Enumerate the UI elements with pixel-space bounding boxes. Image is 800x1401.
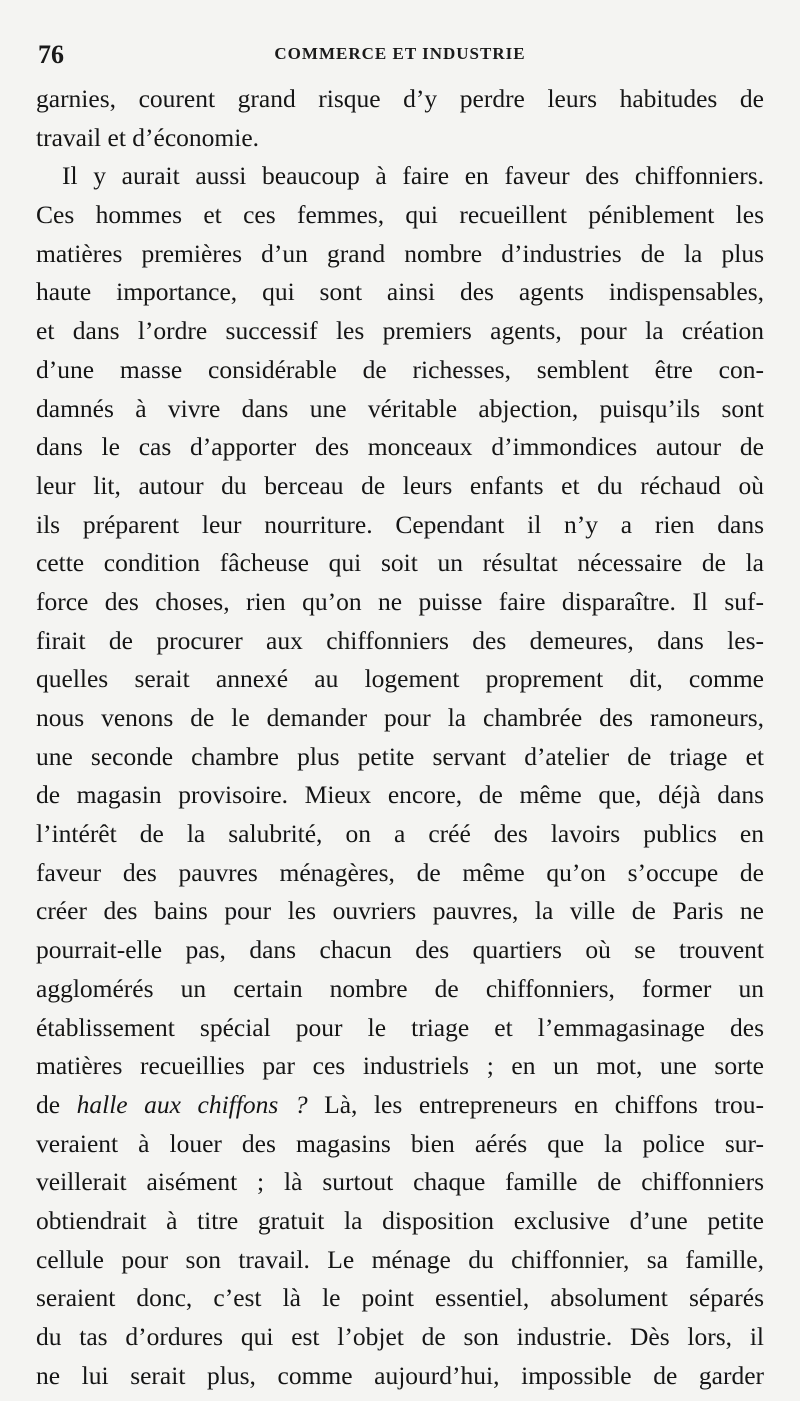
text-line: pourrait-elle pas, dans chacun des quartiers où se trouvent (36, 935, 764, 965)
text-line: damnés à vivre dans une véritable abjection, puisqu’ils sont (36, 393, 764, 423)
text-line: dans le cas d’apporter des monceaux d’immondices autour de (36, 432, 764, 462)
text-line: matières recueillies par ces industriels ; en un mot, une sorte (36, 1051, 764, 1081)
text-line: nous venons de le demander pour la chambrée des ramoneurs, (36, 703, 764, 732)
text-line: du tas d’ordures qui est l’objet de son industrie. Dès lors, il (36, 1322, 764, 1351)
text-line: garnies, courent grand risque d’y perdre leurs habitudes de (36, 84, 764, 113)
text-line: de magasin provisoire. Mieux encore, de même que, déjà dans (36, 780, 764, 810)
text-line: seraient donc, c’est là le point essentiel, absolument séparés (36, 1283, 764, 1313)
text-line: obtiendrait à titre gratuit la disposition exclusive d’une petite (36, 1205, 764, 1235)
text-line: firait de procurer aux chiffonniers des demeures, dans les- (36, 625, 764, 655)
italic-phrase: halle aux chiffons ? (76, 1089, 308, 1119)
text-line: ils préparent leur nourriture. Cependant il n’y a rien dans (36, 509, 764, 539)
text-line: haute importance, qui sont ainsi des agents indispensables, (36, 277, 764, 307)
text-line: ne lui serait plus, comme aujourd’hui, impossible de garder (36, 1360, 764, 1390)
text-line-with-italic (36, 1086, 764, 1125)
text-line: quelles serait annexé au logement proprement dit, comme (36, 664, 764, 694)
text-line: et dans l’ordre successif les premiers agents, pour la création (36, 316, 764, 346)
text-line: Il y aurait aussi beaucoup à faire en faveur des chiffonniers. (62, 161, 764, 191)
text-line: établissement spécial pour le triage et l’emmagasinage des (36, 1012, 764, 1042)
text-segment: Là, les entrepreneurs en chiffons trou- (307, 1089, 764, 1119)
text-line: d’une masse considérable de richesses, semblent être con- (36, 354, 764, 384)
text-line: cellule pour son travail. Le ménage du chiffonnier, sa famille, (36, 1244, 764, 1274)
page-number: 76 (38, 40, 64, 69)
text-line: agglomérés un certain nombre de chiffonniers, former un (36, 973, 764, 1003)
text-line: Ces hommes et ces femmes, qui recueillent péniblement les (36, 200, 764, 230)
text-line: matières premières d’un grand nombre d’industries de la plus (36, 238, 764, 268)
text-line: veillerait aisément ; là surtout chaque famille de chiffonniers (36, 1167, 764, 1197)
running-head (38, 40, 762, 70)
text-line: force des choses, rien qu’on ne puisse faire disparaître. Il suf- (36, 586, 764, 616)
text-line: l’intérêt de la salubrité, on a créé des lavoirs publics en (36, 819, 764, 849)
body-text (36, 80, 764, 1395)
text-line: faveur des pauvres ménagères, de même qu’on s’occupe de (36, 857, 764, 887)
text-line: cette condition fâcheuse qui soit un résultat nécessaire de la (36, 548, 764, 578)
text-line: travail et d’économie. (36, 122, 260, 152)
text-line: leur lit, autour du berceau de leurs enfants et du réchaud où (36, 470, 764, 500)
running-title: COMMERCE ET INDUSTRIE (274, 44, 526, 63)
text-segment: de (36, 1089, 77, 1119)
text-line: créer des bains pour les ouvriers pauvres, la ville de Paris ne (36, 896, 764, 926)
text-line: une seconde chambre plus petite servant d’atelier de triage et (36, 741, 764, 771)
text-line: veraient à louer des magasins bien aérés que la police sur- (36, 1128, 764, 1158)
